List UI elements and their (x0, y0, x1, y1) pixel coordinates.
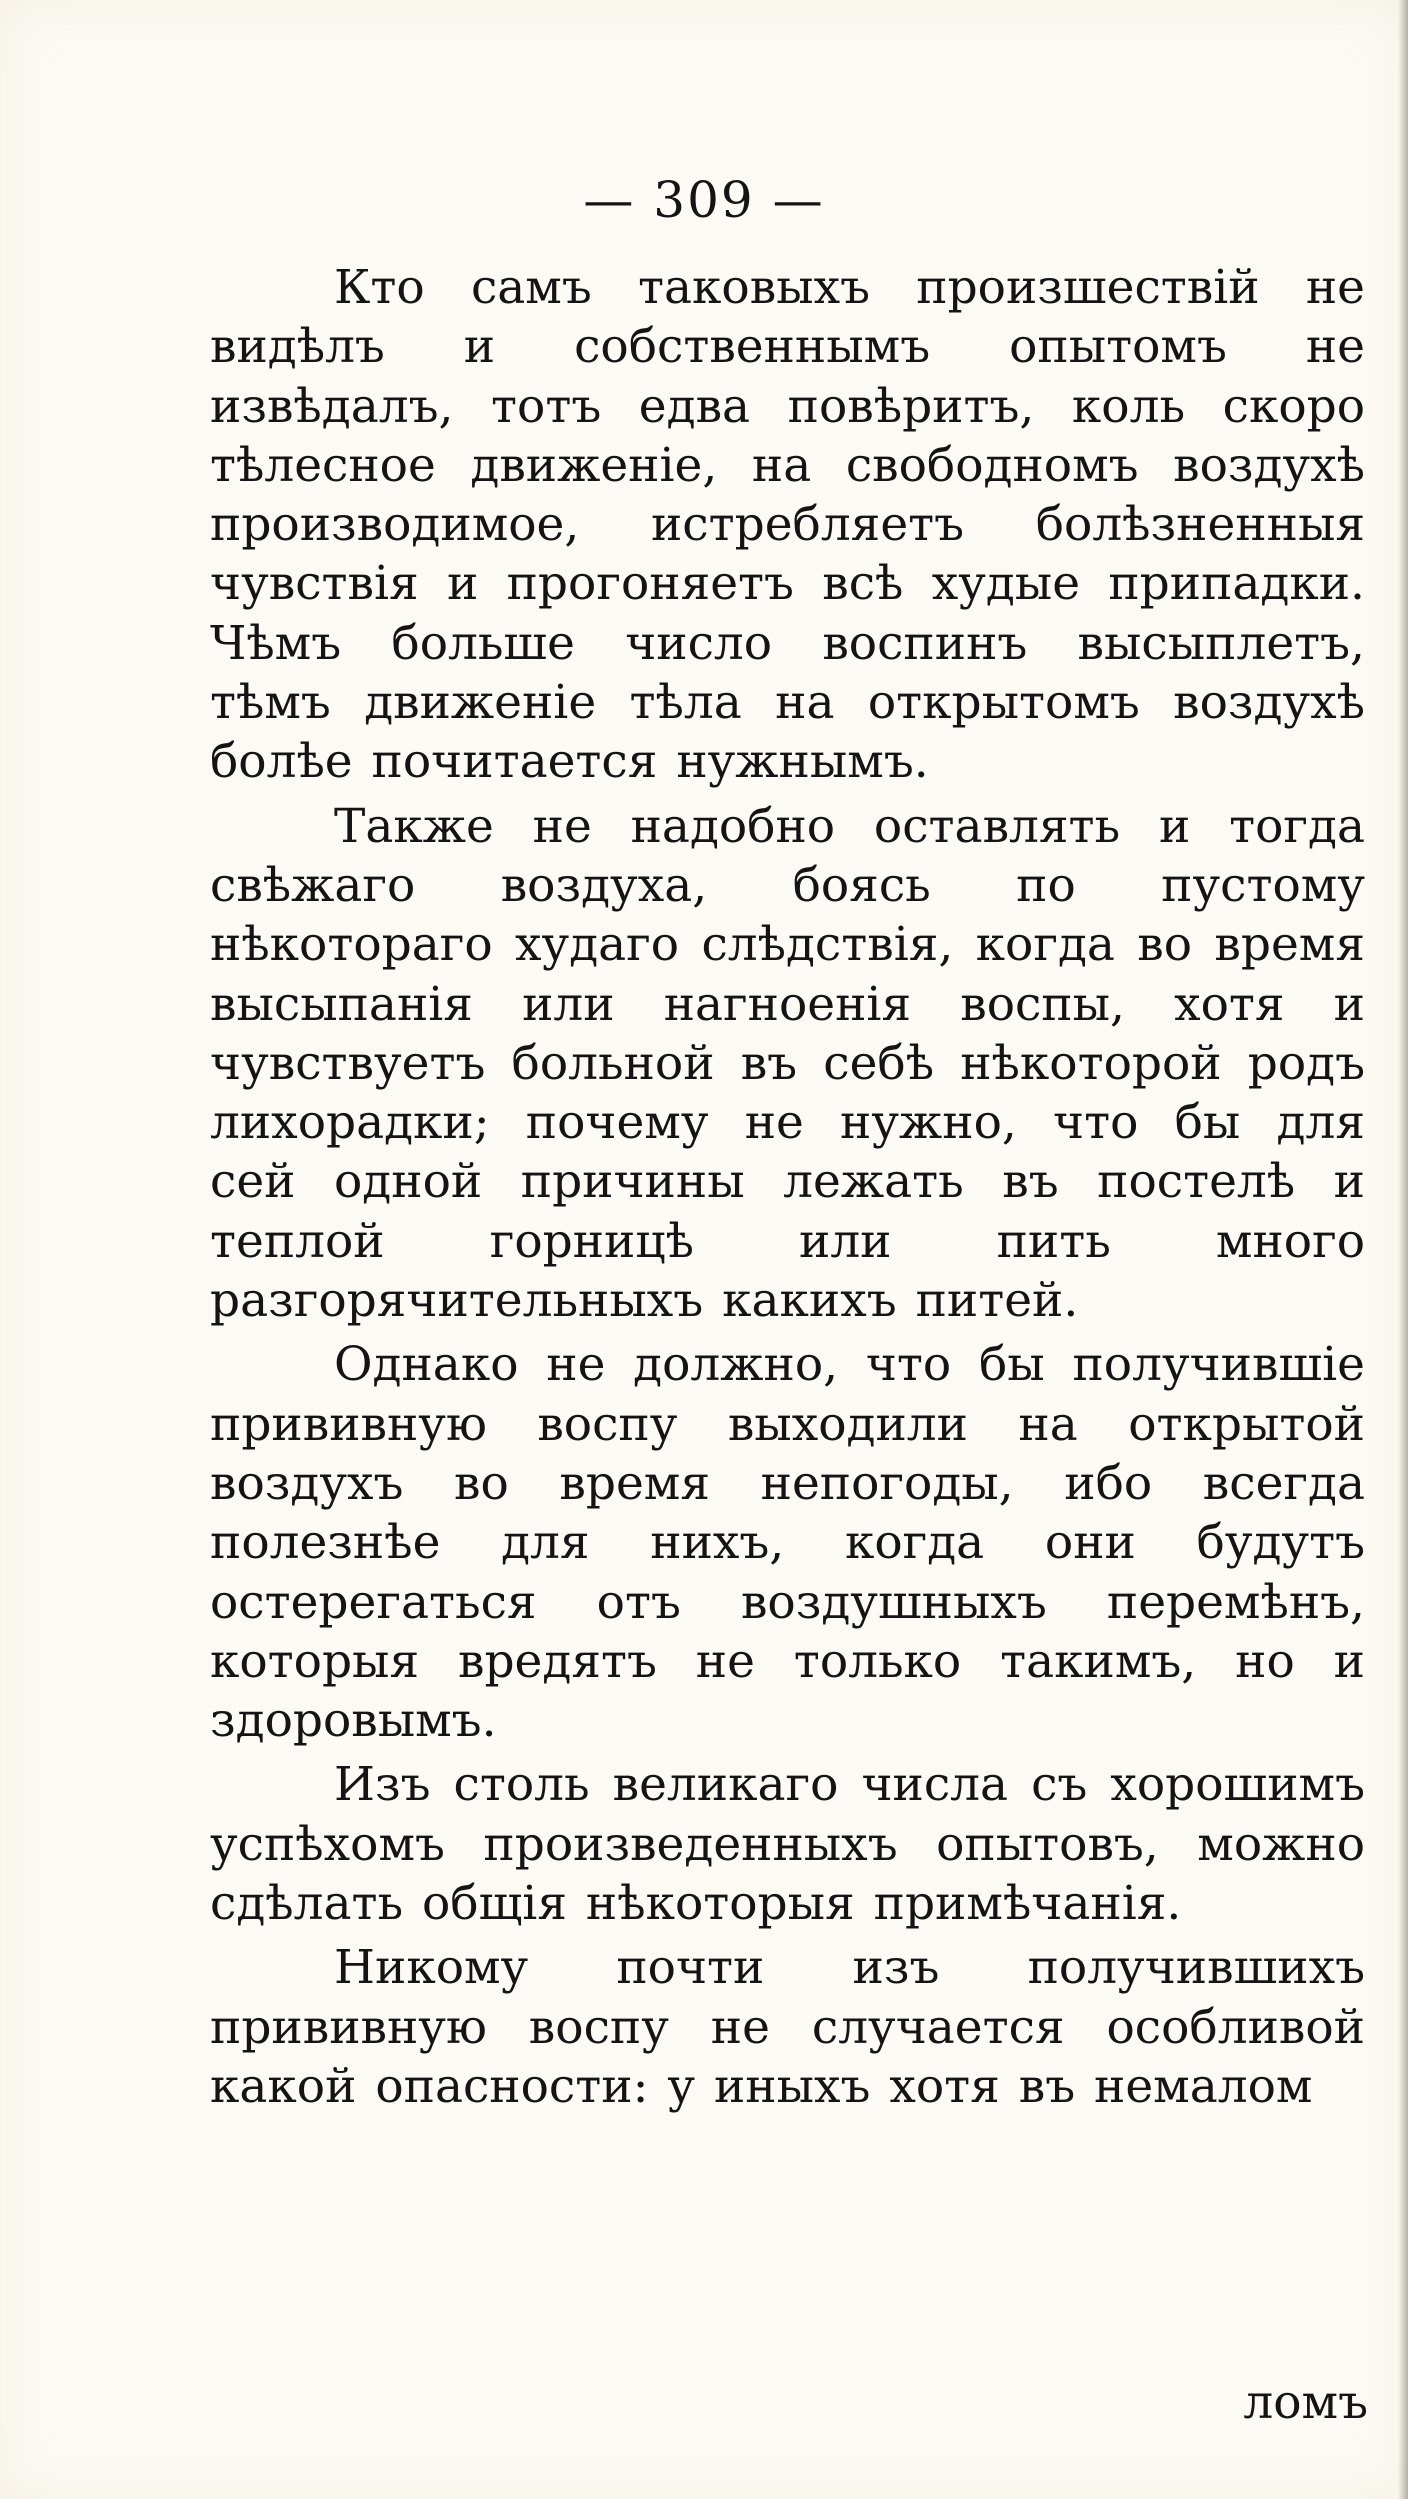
paragraph: Также не надобно оставлять и тогда свѣжаго воздуха, боясь по пустому нѣкотораго худаго слѣдствія, когда во время высыпанія или нагноенія воспы, хотя и чувствуетъ больной въ себѣ нѣкоторой родъ лихорадки; почему не нужно, что бы для сей одной причины лежать въ постелѣ и теплой горницѣ или пить много разгорячительныхъ какихъ питей. (210, 798, 1365, 1329)
paragraph: Никому почти изъ получившихъ прививную воспу не случается особливой какой опасности: у иныхъ хотя въ немалом (210, 1940, 1365, 2114)
paragraph: Изъ столь великаго числа съ хорошимъ успѣхомъ произведенныхъ опытовъ, можно сдѣлать общія нѣкоторыя примѣчанія. (210, 1757, 1365, 1932)
page-edge-shadow (1398, 0, 1408, 2499)
paragraph: Однако не должно, что бы получившіе прививную воспу выходили на открытой воздухъ во время непогоды, ибо всегда полезнѣе для нихъ, когда они будутъ остерегаться отъ воздушныхъ перемѣнъ, которыя вредятъ не только такимъ, но и здоровымъ. (210, 1337, 1365, 1749)
catchword: ломъ (1243, 2375, 1368, 2430)
paragraph: Кто самъ таковыхъ произшествій не видѣлъ и собственнымъ опытомъ не извѣдалъ, тотъ едва повѣритъ, коль скоро тѣлесное движеніе, на свободномъ воздухѣ производимое, истребляетъ болѣзненныя чувствія и прогоняетъ всѣ худые припадки. Чѣмъ больше число воспинъ высыплетъ, тѣмъ движеніе тѣла на открытомъ воздухѣ болѣе почитается нужнымъ. (210, 260, 1365, 790)
body-text (210, 258, 1365, 2116)
page-number: — 309 — (583, 171, 825, 229)
